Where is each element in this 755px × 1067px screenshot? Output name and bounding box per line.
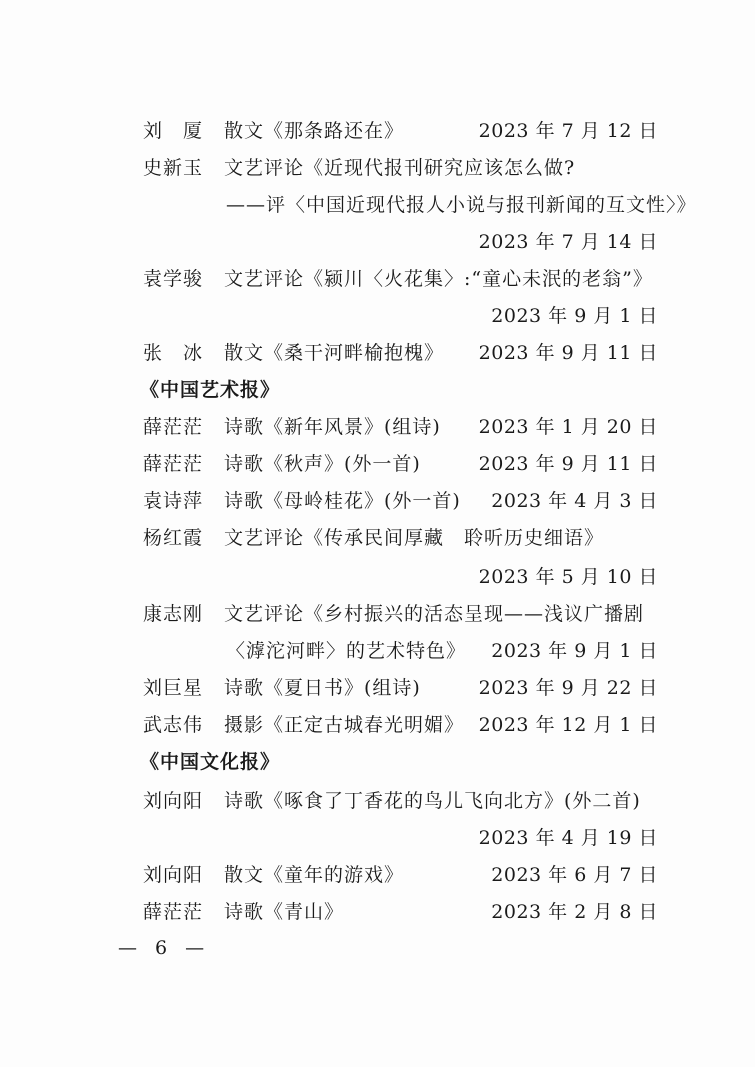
author-name: 史新玉: [143, 157, 204, 179]
entry-row: [0, 821, 755, 855]
section-heading-china-culture-daily: 《中国文化报》: [140, 751, 281, 773]
work-subtitle: ——评〈中国近现代报人小说与报刊新闻的互文性〉》: [226, 194, 697, 216]
entry-row: [0, 597, 755, 631]
publish-date: 2023 年 1 月 20 日: [478, 416, 658, 438]
author-name: 袁学骏: [143, 268, 204, 290]
publish-date: 2023 年 7 月 14 日: [478, 231, 658, 253]
entry-row: [0, 671, 755, 705]
publish-date: 2023 年 9 月 11 日: [478, 453, 658, 475]
author-name: 武志伟: [143, 714, 204, 736]
entry-row: [0, 447, 755, 481]
work-title: 诗歌《新年风景》(组诗): [224, 416, 441, 438]
work-title-continued: 〈滹沱河畔〉的艺术特色》: [226, 640, 467, 662]
work-title: 诗歌《夏日书》(组诗): [224, 677, 421, 699]
author-name: 刘向阳: [143, 790, 204, 812]
publish-date: 2023 年 9 月 1 日: [491, 640, 658, 662]
author-name: 杨红霞: [143, 527, 204, 549]
work-title: 诗歌《青山》: [224, 901, 345, 923]
publish-date: 2023 年 9 月 11 日: [478, 342, 658, 364]
work-title: 散文《那条路还在》: [224, 120, 405, 142]
publish-date: 2023 年 6 月 7 日: [491, 864, 658, 886]
author-name: 刘向阳: [143, 864, 204, 886]
page-number: — 6 —: [118, 937, 211, 959]
work-title: 文艺评论《传承民间厚藏 聆听历史细语》: [224, 527, 605, 549]
section-heading-china-art-news: 《中国艺术报》: [140, 379, 281, 401]
work-title: 散文《桑干河畔榆抱槐》: [224, 342, 445, 364]
entry-row: [0, 225, 755, 259]
entry-row: [0, 410, 755, 444]
author-name: 张 冰: [143, 342, 204, 364]
author-name: 薛茫茫: [143, 901, 204, 923]
author-name: 袁诗萍: [143, 490, 204, 512]
entry-row: [0, 560, 755, 594]
author-name: 康志刚: [143, 603, 204, 625]
publish-date: 2023 年 4 月 3 日: [491, 490, 658, 512]
entry-row: [0, 634, 755, 668]
author-name: 薛茫茫: [143, 416, 204, 438]
author-name: 刘 厦: [143, 120, 204, 142]
publish-date: 2023 年 7 月 12 日: [478, 120, 658, 142]
publish-date: 2023 年 9 月 22 日: [478, 677, 658, 699]
author-name: 刘巨星: [143, 677, 204, 699]
entry-row: [0, 784, 755, 818]
work-title: 诗歌《秋声》(外一首): [224, 453, 421, 475]
publish-date: 2023 年 4 月 19 日: [478, 827, 658, 849]
work-title: 文艺评论《乡村振兴的活态呈现——浅议广播剧: [224, 603, 645, 625]
work-title: 文艺评论《近现代报刊研究应该怎么做?: [224, 157, 576, 179]
entry-row: [0, 262, 755, 296]
entry-row: [0, 299, 755, 333]
publish-date: 2023 年 5 月 10 日: [478, 566, 658, 588]
work-title: 诗歌《啄食了丁香花的鸟儿飞向北方》(外二首): [224, 790, 641, 812]
author-name: 薛茫茫: [143, 453, 204, 475]
entry-row: [0, 114, 755, 148]
entry-row: [0, 484, 755, 518]
publish-date: 2023 年 9 月 1 日: [491, 305, 658, 327]
entry-row: [0, 521, 755, 555]
entry-row: [0, 151, 755, 185]
publish-date: 2023 年 2 月 8 日: [491, 901, 658, 923]
entry-row: [0, 858, 755, 892]
work-title: 摄影《正定古城春光明媚》: [224, 714, 465, 736]
entry-row: [0, 188, 755, 222]
entry-row: [0, 895, 755, 929]
work-title: 散文《童年的游戏》: [224, 864, 405, 886]
publish-date: 2023 年 12 月 1 日: [478, 714, 658, 736]
work-title: 文艺评论《颍川〈火花集〉:“童心未泯的老翁”》: [224, 268, 653, 290]
entry-row: [0, 708, 755, 742]
entry-row: [0, 336, 755, 370]
work-title: 诗歌《母岭桂花》(外一首): [224, 490, 461, 512]
